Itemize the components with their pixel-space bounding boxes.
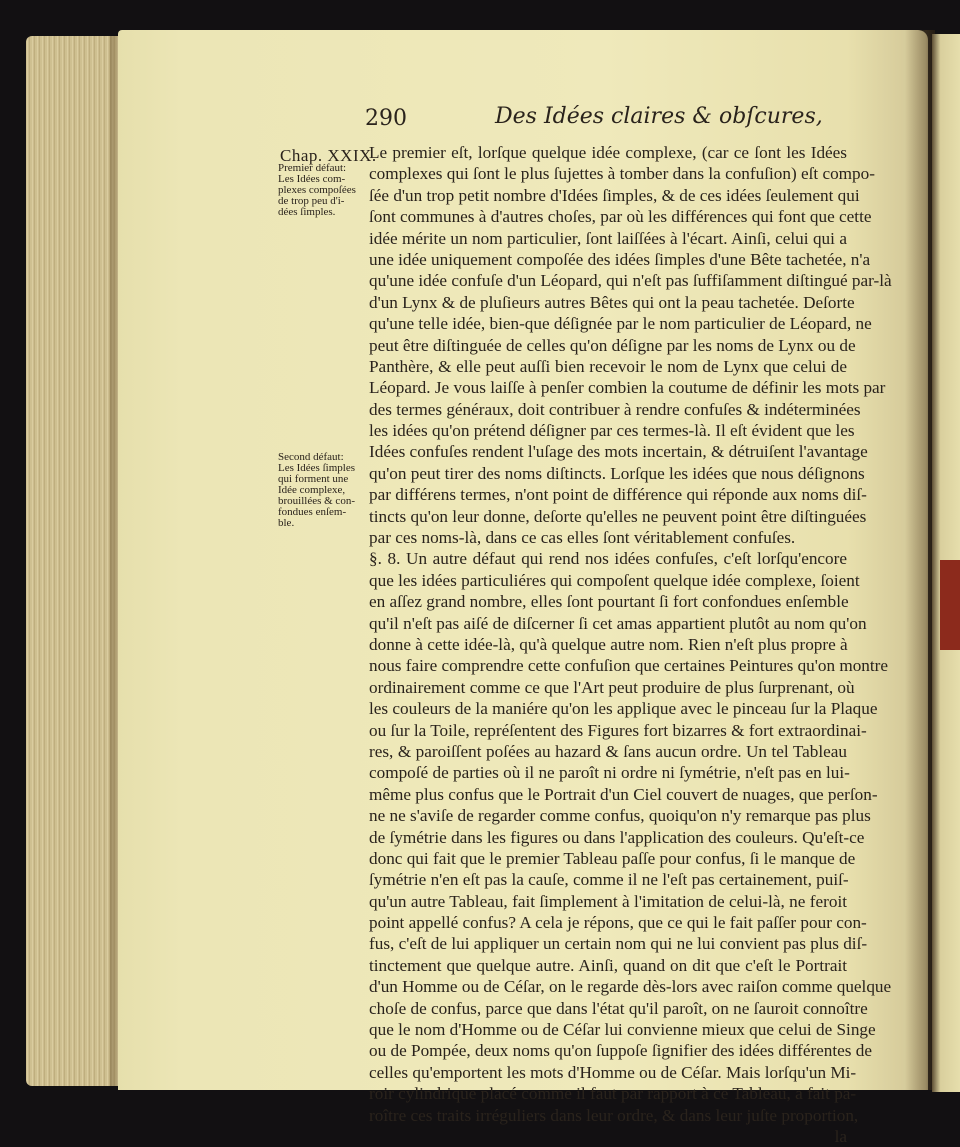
text-line: qu'une telle idée, bien-que déſignée par le nom particulier de Léopard, ne	[369, 314, 872, 334]
text-line: nous faire comprendre cette confuſion que certaines Peintures qu'on montre	[369, 656, 889, 676]
text-line: Idées confuſes rendent l'uſage des mots incertain, & détruiſent l'avantage	[369, 442, 868, 462]
margin-note-line: ble.	[278, 517, 295, 529]
text-line: choſe de confus, parce que dans l'état qu'il paroît, on ne ſauroit connoître	[369, 998, 868, 1018]
text-line: donc qui fait que le premier Tableau paſſe pour confus, ſi le manque de	[369, 848, 856, 868]
text-line: point appellé confus? A cela je répons, que ce qui le fait paſſer pour con-	[369, 913, 867, 933]
margin-note-line: brouillées & con-	[278, 495, 355, 507]
text-line: ſont communes à d'autres choſes, par où les différences qui font que cette	[369, 207, 872, 227]
text-line: même plus confus que le Portrait d'un Ciel couvert de nuages, que perſon-	[369, 784, 878, 804]
text-line: ordinairement comme ce que l'Art peut produire de plus ſurprenant, où	[369, 677, 855, 697]
text-line: par ces noms-là, dans ce cas elles ſont véritablement confuſes.	[369, 528, 796, 548]
text-line: ne ne s'aviſe de regarder comme confus, quoiqu'on n'y remarque pas plus	[369, 806, 871, 826]
text-line: ſymétrie n'en eſt pas la cauſe, comme il ne l'eſt pas certainement, puiſ-	[369, 870, 849, 890]
margin-note-first-defect	[278, 163, 374, 218]
margin-note-line: de trop peu d'i-	[278, 195, 345, 207]
margin-note-line: fondues enſem-	[278, 506, 347, 518]
text-line: qu'un autre Tableau, fait ſimplement à l'imitation de celui-là, ne feroit	[369, 891, 847, 911]
margin-note-line: Les Idées com-	[278, 173, 346, 185]
text-line: d'un Lynx & de pluſieurs autres Bêtes qui ont la peau tachetée. Deſorte	[369, 292, 855, 312]
text-line: qu'on peut tirer des noms diſtincts. Lorſque les idées que nous déſignons	[369, 463, 865, 483]
text-line: que le nom d'Homme ou de Céſar lui convienne mieux que celui de Singe	[369, 1020, 876, 1040]
margin-note-line: Second défaut:	[278, 451, 344, 463]
text-line: fus, c'eſt de lui appliquer un certain nom qui ne lui convient pas plus diſ-	[369, 934, 868, 954]
page-gutter-shadow	[905, 30, 935, 1090]
chapter-heading: Chap. XXIX.	[280, 146, 377, 165]
text-line: Le premier eſt, lorſque quelque idée complexe, (car ce ſont les Idées	[369, 143, 847, 162]
margin-note-line: Les Idées ſimples	[278, 462, 355, 474]
text-line: qu'une idée confuſe d'un Léopard, qui n'eſt pas ſuffiſamment diſtingué par-là	[369, 271, 892, 291]
text-line: d'un Homme ou de Céſar, on le regarde dès-lors avec raiſon comme quelque	[369, 977, 892, 997]
margin-note-line: dées ſimples.	[278, 206, 336, 218]
text-line: donne à cette idée-là, qu'à quelque autre nom. Rien n'eſt plus propre à	[369, 634, 848, 654]
text-line: les couleurs de la maniére qu'on les applique avec le pinceau ſur la Plaque	[369, 699, 878, 719]
margin-note-line: plexes compoſées	[278, 184, 356, 196]
margin-note-line: Premier défaut:	[278, 162, 347, 174]
text-line: qu'il n'eſt pas aiſé de diſcerner ſi cet amas appartient plutôt au nom qu'on	[369, 613, 867, 633]
text-line: les idées qu'on prétend déſigner par ces termes-là. Il eſt évident que les	[369, 421, 855, 441]
text-line: en aſſez grand nombre, elles ſont pourtant ſi fort confondues enſemble	[369, 592, 849, 612]
body-text	[369, 142, 892, 1147]
text-line: roître ces traits irréguliers dans leur ordre, & dans leur juſte proportion,	[369, 1105, 859, 1125]
text-line: idée mérite un nom particulier, ſont laiſſées à l'écart. Ainſi, celui qui a	[369, 228, 847, 248]
text-line: des termes généraux, doit contribuer à rendre confuſes & indéterminées	[369, 399, 861, 419]
text-line: ou ſur la Toile, repréſentent des Figures fort bizarres & fort extraordinai-	[369, 720, 867, 740]
text-line: tinctement que quelque autre. Ainſi, quand on dit que c'eſt le Portrait	[369, 955, 847, 975]
margin-note-line: qui forment une	[278, 473, 349, 485]
text-line: de ſymétrie dans les figures ou dans l'application des couleurs. Qu'eſt-ce	[369, 827, 865, 847]
spine-binding	[940, 560, 960, 650]
text-line: peut être diſtinguée de celles qu'on déſigne par les noms de Lynx ou de	[369, 335, 856, 355]
text-line: par différens termes, n'ont point de différence qui réponde aux noms diſ-	[369, 485, 867, 505]
margin-note-second-defect	[278, 452, 374, 529]
text-line: roir cylindrique placé comme il faut par rapport à ce Tableau, a fait pa-	[369, 1084, 857, 1104]
text-line: Panthère, & elle peut auſſi bien recevoir le nom de Lynx que celui de	[369, 356, 847, 376]
page-stack-edge	[26, 36, 122, 1086]
text-line: tincts qu'on leur donne, deſorte qu'elles ne peuvent point être diſtinguées	[369, 506, 867, 526]
text-line: celles qu'emportent les mots d'Homme ou de Céſar. Mais lorſqu'un Mi-	[369, 1062, 857, 1082]
margin-note-line: Idée complexe,	[278, 484, 346, 496]
text-line: une idée uniquement compoſée des idées ſimples d'une Bête tachetée, n'a	[369, 249, 871, 269]
text-line: compoſé de parties où il ne paroît ni ordre ni ſymétrie, n'eſt pas en lui-	[369, 763, 850, 783]
text-line: complexes qui ſont le plus ſujettes à tomber dans la confuſion) eſt compo-	[369, 164, 875, 184]
running-title: Des Idées claires & obſcures,	[495, 104, 823, 129]
text-line: §. 8. Un autre défaut qui rend nos idées confuſes, c'eſt lorſqu'encore	[369, 549, 847, 569]
text-line: ſée d'un trop petit nombre d'Idées ſimples, & de ces idées ſeulement qui	[369, 185, 860, 205]
page-header	[365, 100, 845, 134]
text-line: res, & paroiſſent poſées au hazard & ſans aucun ordre. Un tel Tableau	[369, 741, 847, 761]
text-line: ou de Pompée, deux noms qu'on ſuppoſe ſignifier des idées différentes de	[369, 1041, 873, 1061]
text-line: la	[834, 1126, 847, 1146]
text-line: Léopard. Je vous laiſſe à penſer combien la coutume de définir les mots par	[369, 378, 886, 398]
text-line: que les idées particuliéres qui compoſent quelque idée complexe, ſoient	[369, 570, 860, 590]
page-number: 290	[365, 106, 407, 131]
